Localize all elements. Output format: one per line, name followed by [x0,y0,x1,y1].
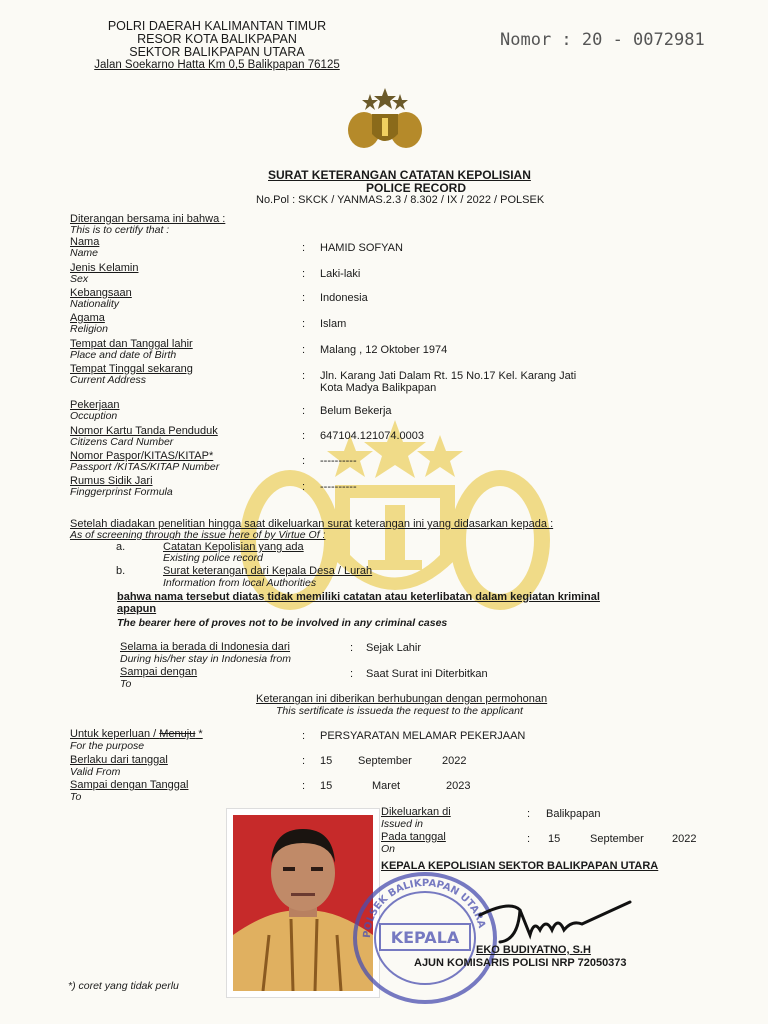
field-value: ---------- [320,481,357,493]
header-address: Jalan Soekarno Hatta Km 0,5 Balikpapan 76125 [94,59,340,71]
field-value: Laki-laki [320,268,361,280]
item-b-id: Surat keterangan dari Kepala Desa / Lurah [163,565,373,577]
field-label-id: Nomor Kartu Tanda Penduduk [70,425,218,437]
police-record-document: POLRI DAERAH KALIMANTAN TIMUR RESOR KOTA BALIKPAPAN SEKTOR BALIKPAPAN UTARA Jalan Soekarno Hatta Km 0,5 Balikpapan 76125 Nomor : 20 - 0072981 SURAT KETERANGAN CATATAN KEPOLISIAN POLICE RECORD No.Pol : SKCK / YANMAS.2.3 / 8.302 / IX / 2022 / POLSEK Diterangan bersama ini bahwa : This is to certify that : Nama Name : HAMID SOFYAN Jenis Kelamin Sex : Laki-laki Kebangsaan Nationality : Indonesia Agama Religion : Islam Tempat dan Tanggal lahir Place and date of Birth : Malang , 12 Oktober 1974 Tempat Tinggal sekarang Current Address : Jln. Karang Jati Dalam Rt. 15 No.17 Kel. Karang Jati Kota Madya Balikpapan Pekerjaan Occuption : Belum Bekerja Nomor Kartu Tanda Penduduk Citizens Card Number : 647104.121074.0003 Nomor Paspor/KITAS/KITAP* Passport /KITAS/KITAP Number : ---------- Rumus Sidik Jari Finggerprinst Formula : ---------- Setelah diadakan penelitian hingga saat dikeluarkan surat keterangan ini yang didasarkan kepada : As of screening through the issue here of by Virtue Of : a. Catatan Kepolisian yang ada Existing police record b. Surat keterangan dari Kepala Desa / Lurah Information from local Authorities bahwa nama tersebut diatas tidak memiliki catatan atau keterlibatan dalam kegiatan kriminal apapun The bearer here of proves not to be involved in any criminal cases Selama ia berada di Indonesia dari During his/her stay in Indonesia from : Sejak Lahir Sampai dengan To : Saat Surat ini Diterbitkan Keterangan ini diberikan berhubungan dengan permohonan This sertificate is issueda the request to the applicant Untuk keperluan / Menuju * For the purpose : PERSYARATAN MELAMAR PEKERJAAN Berlaku dari tanggal Valid From : 15 September 2022 Sampai dengan Tanggal To : 15 Maret 2023 POLSEK BALIKPAPAN UTARA KEPALA Dikeluarkan di Issued in : Balikpapan Pada tanggal On : 15 September 2022 KEPALA KEPOLISIAN SEKTOR BALIKPAPAN UTARA EKO BUDIYATNO, S.H AJUN KOMISARIS POLISI NRP 72050373 *) coret yang tidak perlu [0,0,768,1024]
stay-from-en: During his/her stay in Indonesia from [120,653,291,665]
screening-id: Setelah diadakan penelitian hingga saat dikeluarkan surat keterangan ini yang didasarkan kepada : [70,518,554,530]
field-colon: : [302,370,306,382]
police-number: No.Pol : SKCK / YANMAS.2.3 / 8.302 / IX / 2022 / POLSEK [256,194,545,206]
document-title: SURAT KETERANGAN CATATAN KEPOLISIAN [268,168,531,182]
valid-from-en: Valid From [70,766,121,778]
purpose-label-en: For the purpose [70,740,145,752]
valid-to-month: Maret [372,780,401,792]
field-colon: : [302,268,306,280]
issued-in-en: Issued in [381,818,424,830]
purpose-strike: Menuju [159,728,196,740]
valid-from-id: Berlaku dari tanggal [70,754,168,766]
field-label-en: Sex [70,273,89,285]
stay-to-en: To [120,678,132,690]
field-label-en: Religion [70,323,108,335]
field-value: Indonesia [320,292,368,304]
purpose-label-id: Untuk keperluan / Menuju * [70,728,203,740]
signature-image [460,880,640,950]
footnote: *) coret yang tidak perlu [68,980,179,992]
screening-en: As of screening through the issue here of by Virtue Of : [70,529,326,541]
issued-in-value: Balikpapan [546,808,601,820]
purpose-value: PERSYARATAN MELAMAR PEKERJAAN [320,730,526,742]
stamp-ring-text: POLSEK BALIKPAPAN UTARA [361,878,487,939]
field-value-line2: Kota Madya Balikpapan [320,382,437,394]
field-value: Jln. Karang Jati Dalam Rt. 15 No.17 Kel. Karang Jati [320,370,577,382]
valid-to-id: Sampai dengan Tanggal [70,779,189,791]
field-colon: : [302,318,306,330]
issuing-office: KEPALA KEPOLISIAN SEKTOR BALIKPAPAN UTARA [381,860,659,872]
official-rank: AJUN KOMISARIS POLISI NRP 72050373 [414,957,627,969]
official-name: EKO BUDIYATNO, S.H [476,944,591,956]
item-b-mark: b. [116,565,126,577]
valid-from-month: September [358,755,412,767]
field-value: Malang , 12 Oktober 1974 [320,344,448,356]
valid-from-day: 15 [320,755,333,767]
field-colon: : [302,242,306,254]
valid-to-day: 15 [320,780,333,792]
statement-id-line2: apapun [117,603,157,615]
field-value: Islam [320,318,347,330]
field-label-id: Kebangsaan [70,287,132,299]
field-colon: : [302,405,306,417]
item-b-en: Information from local Authorities [163,577,317,589]
field-label-en: Current Address [70,374,147,386]
header-block [72,20,362,72]
field-colon: : [302,455,306,467]
valid-from-year: 2022 [442,755,467,767]
field-label-id: Tempat dan Tanggal lahir [70,338,193,350]
field-label-id: Nama [70,236,100,248]
field-label-id: Pekerjaan [70,399,120,411]
issued-on-id: Pada tanggal [381,831,446,843]
field-label-en: Finggerprinst Formula [70,486,173,498]
field-colon: : [302,292,306,304]
field-label-id: Rumus Sidik Jari [70,475,153,487]
item-a-id: Catatan Kepolisian yang ada [163,541,304,553]
field-label-id: Nomor Paspor/KITAS/KITAP* [70,450,214,462]
field-label-en: Place and date of Birth [70,349,177,361]
field-colon: : [302,430,306,442]
header-line-2: RESOR KOTA BALIKPAPAN [137,32,297,46]
stay-to-id: Sampai dengan [120,666,198,678]
issued-on-year: 2022 [672,833,697,845]
field-value: Belum Bekerja [320,405,392,417]
purpose-note-en: This sertificate is issueda the request to the applicant [276,705,523,717]
field-label-en: Passport /KITAS/KITAP Number [70,461,220,473]
field-label-id: Agama [70,312,105,324]
field-label-en: Citizens Card Number [70,436,174,448]
issued-on-day: 15 [548,833,561,845]
stamp-center-text: KEPALA [390,928,460,947]
valid-to-year: 2023 [446,780,471,792]
issued-in-id: Dikeluarkan di [381,806,451,818]
item-a-en: Existing police record [163,552,263,564]
intro-id: Diterangan bersama ini bahwa : [70,213,226,225]
stay-to-value: Saat Surat ini Diterbitkan [366,668,488,680]
statement-id-line1: bahwa nama tersebut diatas tidak memiliki catatan atau keterlibatan dalam kegiatan kriminal [117,591,600,603]
police-crest-logo [344,86,426,150]
header-line-3: SEKTOR BALIKPAPAN UTARA [129,45,305,59]
field-value: ---------- [320,455,357,467]
item-a-mark: a. [116,541,126,553]
field-colon: : [302,481,306,493]
statement-en: The bearer here of proves not to be involved in any criminal cases [117,617,448,629]
stay-from-value: Sejak Lahir [366,642,422,654]
field-value: HAMID SOFYAN [320,242,403,254]
intro-en: This is to certify that : [70,224,170,236]
field-colon: : [302,344,306,356]
field-label-id: Jenis Kelamin [70,262,139,274]
field-label-en: Nationality [70,298,120,310]
field-label-en: Occuption [70,410,118,422]
field-value: 647104.121074.0003 [320,430,424,442]
field-label-id: Tempat Tinggal sekarang [70,363,193,375]
document-number: Nomor : 20 - 0072981 [500,30,705,50]
header-line-1: POLRI DAERAH KALIMANTAN TIMUR [107,19,327,33]
field-label-en: Name [70,247,99,259]
stay-from-id: Selama ia berada di Indonesia dari [120,641,291,653]
purpose-note-id: Keterangan ini diberikan berhubungan dengan permohonan [256,693,548,705]
issued-on-month: September [590,833,644,845]
valid-to-en: To [70,791,82,803]
document-subtitle: POLICE RECORD [366,181,467,195]
issued-on-en: On [381,843,396,855]
